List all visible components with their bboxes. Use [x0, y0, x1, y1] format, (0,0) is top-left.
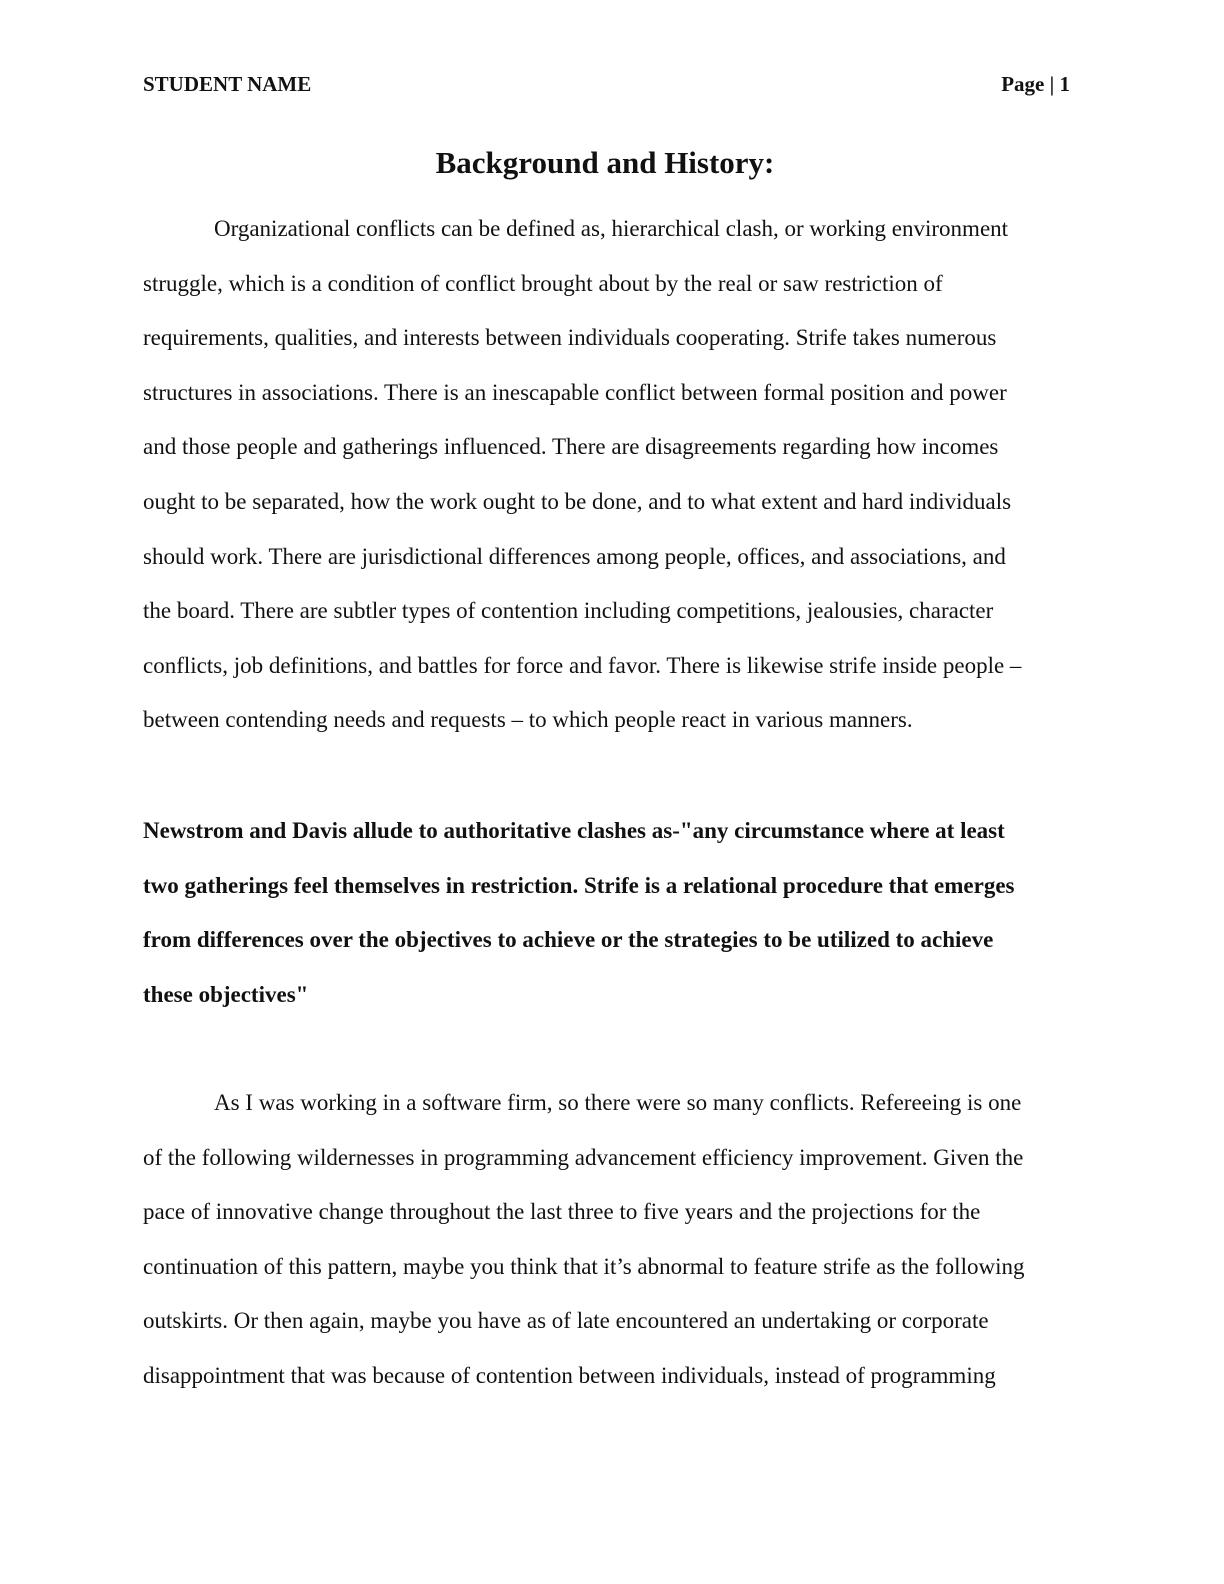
paragraph-line: ought to be separated, how the work ought to be done, and to what extent and hard individuals: [143, 488, 1012, 514]
document-title: Background and History:: [435, 145, 775, 180]
paragraph-line: between contending needs and requests – to which people react in various manners.: [143, 707, 913, 733]
paragraph-line: Newstrom and Davis allude to authoritative clashes as-"any circumstance where at least: [143, 818, 1005, 843]
paragraph-line: outskirts. Or then again, maybe you have as of late encountered an undertaking or corporate: [143, 1308, 989, 1334]
paragraph-experience: [143, 1076, 1063, 1404]
paragraph-line: pace of innovative change throughout the last three to five years and the projections for the: [143, 1199, 981, 1225]
paragraph-background: [143, 202, 1063, 748]
paragraph-line: disappointment that was because of contention between individuals, instead of programming: [143, 1362, 996, 1388]
paragraph-line: continuation of this pattern, maybe you think that it’s abnormal to feature strife as the following: [143, 1253, 1025, 1279]
page-number-header: Page | 1: [1001, 72, 1070, 96]
paragraph-line: from differences over the objectives to achieve or the strategies to be utilized to achieve: [143, 927, 994, 953]
paragraph-line: the board. There are subtler types of contention including competitions, jealousies, character: [143, 598, 994, 624]
paragraph-line: requirements, qualities, and interests between individuals cooperating. Strife takes numerous: [143, 325, 997, 351]
paragraph-line: two gatherings feel themselves in restriction. Strife is a relational procedure that emerges: [143, 872, 1015, 898]
paragraph-line: As I was working in a software firm, so there were so many conflicts. Refereeing is one: [214, 1090, 1022, 1115]
paragraph-line: struggle, which is a condition of conflict brought about by the real or saw restriction of: [143, 270, 943, 296]
student-name-header: STUDENT NAME: [143, 72, 312, 96]
paragraph-line: Organizational conflicts can be defined as, hierarchical clash, or working environment: [214, 216, 1009, 241]
paragraph-line: these objectives": [143, 982, 309, 1008]
paragraph-line: of the following wildernesses in programming advancement efficiency improvement. Given the: [143, 1144, 1024, 1170]
paragraph-quote: [143, 804, 1063, 1023]
paragraph-line: conflicts, job definitions, and battles for force and favor. There is likewise strife inside people –: [143, 652, 1022, 678]
paragraph-line: should work. There are jurisdictional differences among people, offices, and associations, and: [143, 543, 1006, 569]
paragraph-line: and those people and gatherings influenced. There are disagreements regarding how incomes: [143, 434, 999, 460]
paragraph-line: structures in associations. There is an inescapable conflict between formal position and power: [143, 379, 1007, 405]
